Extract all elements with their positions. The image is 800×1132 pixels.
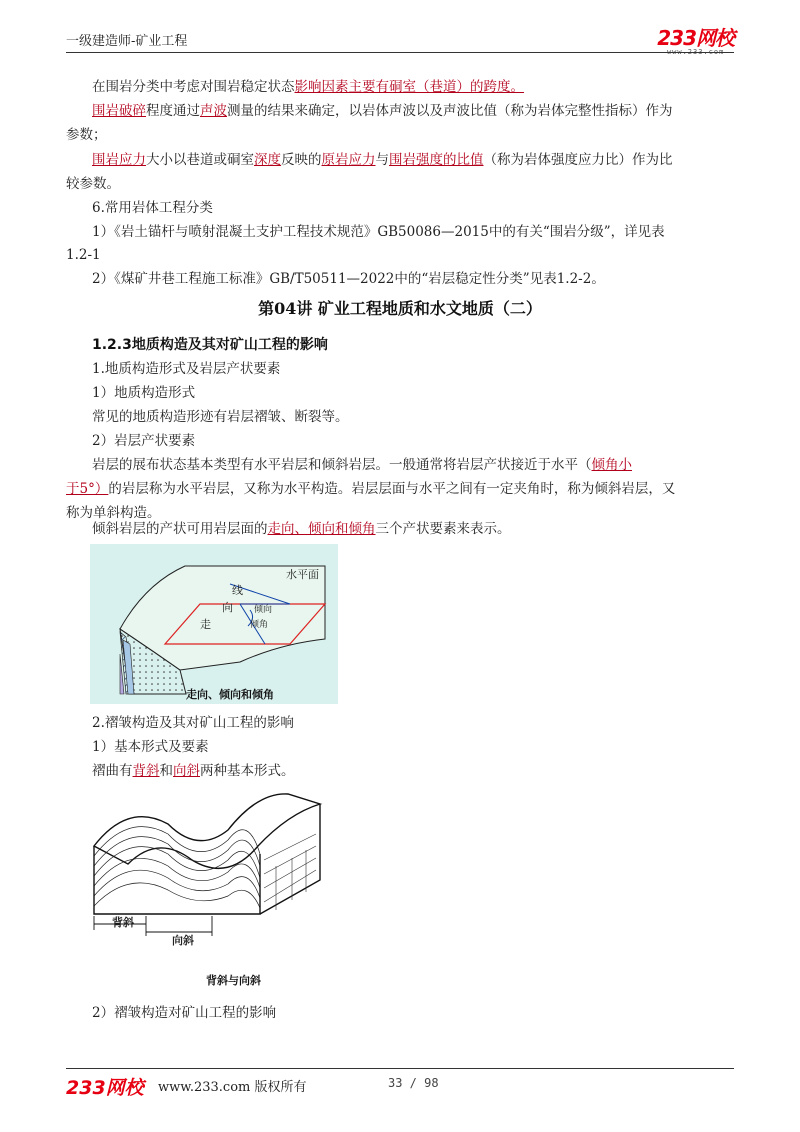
figure-strike-dip xyxy=(90,544,338,704)
text: 三个产状要素来表示。 xyxy=(375,521,511,537)
paragraph-stress xyxy=(92,149,734,172)
label-strike: 走 xyxy=(200,618,211,631)
text: 在围岩分类中考虑对围岩稳定状态 xyxy=(92,79,295,95)
subheading-1-1: 1）地质构造形式 xyxy=(92,385,196,401)
subheading-2-1: 1）基本形式及要素 xyxy=(92,739,209,755)
highlight: 向斜 xyxy=(173,763,200,779)
figure-caption: 走向、倾向和倾角 xyxy=(186,688,274,701)
highlight: 围岩强度的比值 xyxy=(389,152,484,168)
text-1-1: 常见的地质构造形迹有岩层褶皱、断裂等。 xyxy=(92,409,349,425)
subheading-2-2: 2）褶皱构造对矿山工程的影响 xyxy=(92,1005,277,1021)
text: 岩层的展布状态基本类型有水平岩层和倾斜岩层。一般通常将岩层产状接近于水平（ xyxy=(92,457,592,473)
paragraph-breakage-cont xyxy=(66,124,734,147)
label-dip-angle: 倾角 xyxy=(250,620,269,630)
highlight: 围岩破碎 xyxy=(92,103,146,119)
paragraph-elements xyxy=(92,518,734,541)
text: 两种基本形式。 xyxy=(200,763,295,779)
highlight: 背斜 xyxy=(132,763,160,779)
label-direction: 向 xyxy=(222,601,233,614)
text: 倾斜岩层的产状可用岩层面的 xyxy=(92,521,268,537)
label-anticline: 背斜 xyxy=(112,916,134,929)
text: 和 xyxy=(159,763,173,779)
section-heading: 1.2.3地质构造及其对矿山工程的影响 xyxy=(92,337,328,353)
paragraph-breakage xyxy=(92,100,734,123)
header-title: 一级建造师-矿业工程 xyxy=(66,34,188,49)
text: 反映的 xyxy=(281,152,322,168)
highlight: 于5°） xyxy=(66,481,109,497)
subheading-2: 2.褶皱构造及其对矿山工程的影响 xyxy=(92,715,294,731)
brand-logo-url: www.233.com xyxy=(666,48,725,56)
label-syncline: 向斜 xyxy=(172,934,194,947)
item-6-1-cont: 1.2-1 xyxy=(66,247,101,263)
label-line: 线 xyxy=(232,584,243,597)
lecture-title: 第04讲 矿业工程地质和水文地质（二） xyxy=(258,299,542,318)
item-6-2: 2）《煤矿井巷工程施工标准》GB/T50511—2022中的“岩层稳定性分类”见表1.2-2。 xyxy=(92,271,605,287)
subheading-1: 1.地质构造形式及岩层产状要素 xyxy=(92,361,281,377)
text: 较参数。 xyxy=(66,176,120,192)
label-horizontal-plane: 水平面 xyxy=(286,568,319,581)
subheading-1-2: 2）岩层产状要素 xyxy=(92,433,196,449)
paragraph-stress-cont xyxy=(66,173,734,196)
item-6: 6.常用岩体工程分类 xyxy=(92,200,213,216)
text: 与 xyxy=(375,152,389,168)
brand-logo-text: 233网校 xyxy=(657,26,734,50)
highlight: 走向、倾向和倾角 xyxy=(267,521,376,537)
highlight: 影响因素主要有硐室（巷道）的跨度。 xyxy=(294,79,524,95)
text: 的岩层称为水平岩层，又称为水平构造。岩层层面与水平之间有一定夹角时，称为倾斜岩层，又 xyxy=(108,481,676,497)
text: （称为岩体强度应力比）作为比 xyxy=(483,152,673,168)
highlight: 原岩应力 xyxy=(321,152,376,168)
paragraph-span xyxy=(92,76,734,99)
text: 参数； xyxy=(66,127,107,143)
text: 大小以巷道或硐室 xyxy=(146,152,254,168)
brand-logo xyxy=(657,22,734,56)
footer-copyright: www.233.com 版权所有 xyxy=(158,1080,307,1095)
highlight: 声波 xyxy=(200,103,227,119)
paragraph-fold-forms xyxy=(92,760,734,783)
footer-logo: 233网校 xyxy=(66,1077,144,1099)
header-divider xyxy=(66,52,734,53)
label-dip-direction: 倾向 xyxy=(254,605,273,615)
highlight: 围岩应力 xyxy=(92,152,146,168)
figure-caption: 背斜与向斜 xyxy=(206,974,261,987)
item-6-1: 1）《岩土锚杆与喷射混凝土支护工程技术规范》GB50086—2015中的有关“围岩分级”，详见表 xyxy=(92,224,665,240)
text: 程度通过 xyxy=(146,103,200,119)
footer-divider xyxy=(66,1068,734,1069)
highlight: 倾角小 xyxy=(591,457,632,473)
paragraph-attitude-2 xyxy=(66,478,734,501)
text: 测量的结果来确定，以岩体声波以及声波比值（称为岩体完整性指标）作为 xyxy=(227,103,673,119)
text: 称为单斜构造。 xyxy=(66,505,161,521)
text: 褶曲有 xyxy=(92,763,133,779)
paragraph-attitude xyxy=(92,454,734,477)
fold-diagram xyxy=(88,784,328,964)
page-number: 33 / 98 xyxy=(388,1076,439,1090)
highlight: 深度 xyxy=(254,152,281,168)
figure-anticline-syncline xyxy=(88,784,328,994)
